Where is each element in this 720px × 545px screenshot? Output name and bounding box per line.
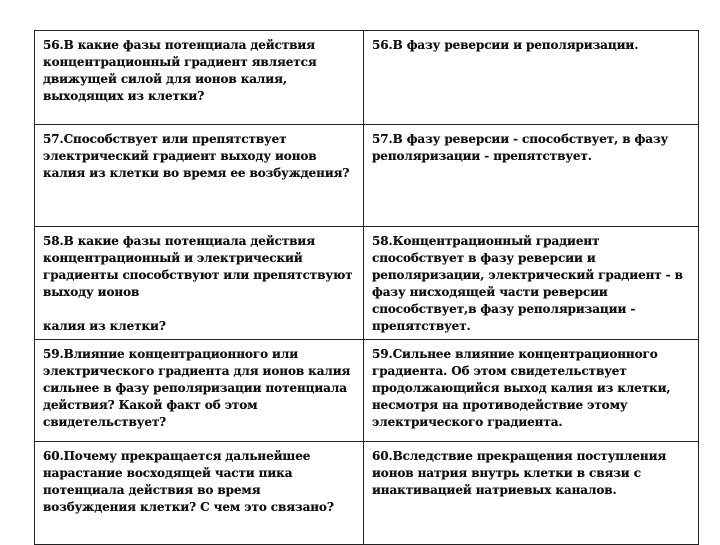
question-cell: 60.Почему прекращается дальнейшее нарастание восходящей части пика потенциала действия во время возбуждения клетки? С чем это связано? xyxy=(35,442,364,545)
question-cell xyxy=(35,227,364,340)
answer-cell: 58.Концентрационный градиент способствует в фазу реверсии и реполяризации, электрический градиент - в фазу нисходящей части реверсии способствует,в фазу реполяризации - препятствует. xyxy=(364,227,699,340)
question-text-continued: калия из клетки? xyxy=(43,319,166,333)
table-row xyxy=(35,125,699,227)
question-text: 58.В какие фазы потенциала действия концентрационный и электрический градиенты способствуют или препятствуют выходу ионов xyxy=(43,234,353,299)
answer-cell: 56.В фазу реверсии и реполяризации. xyxy=(364,31,699,125)
table-row xyxy=(35,442,699,545)
question-cell: 59.Влияние концентрационного или электрического градиента для ионов калия сильнее в фазу реполяризации потенциала действия? Какой факт об этом свидетельствует? xyxy=(35,340,364,442)
answer-cell: 57.В фазу реверсии - способствует, в фазу реполяризации - препятствует. xyxy=(364,125,699,227)
question-cell: 56.В какие фазы потенциала действия концентрационный градиент является движущей силой для ионов калия, выходящих из клетки? xyxy=(35,31,364,125)
table-row xyxy=(35,340,699,442)
question-cell: 57.Способствует или препятствует электрический градиент выходу ионов калия из клетки во время ее возбуждения? xyxy=(35,125,364,227)
qa-table xyxy=(34,30,699,545)
table-row xyxy=(35,31,699,125)
answer-cell: 60.Вследствие прекращения поступления ионов натрия внутрь клетки в связи с инактивацией натриевых каналов. xyxy=(364,442,699,545)
answer-cell: 59.Сильнее влияние концентрационного градиента. Об этом свидетельствует продолжающийся выход калия из клетки, несмотря на противодействие этому электрического градиента. xyxy=(364,340,699,442)
table-row xyxy=(35,227,699,340)
